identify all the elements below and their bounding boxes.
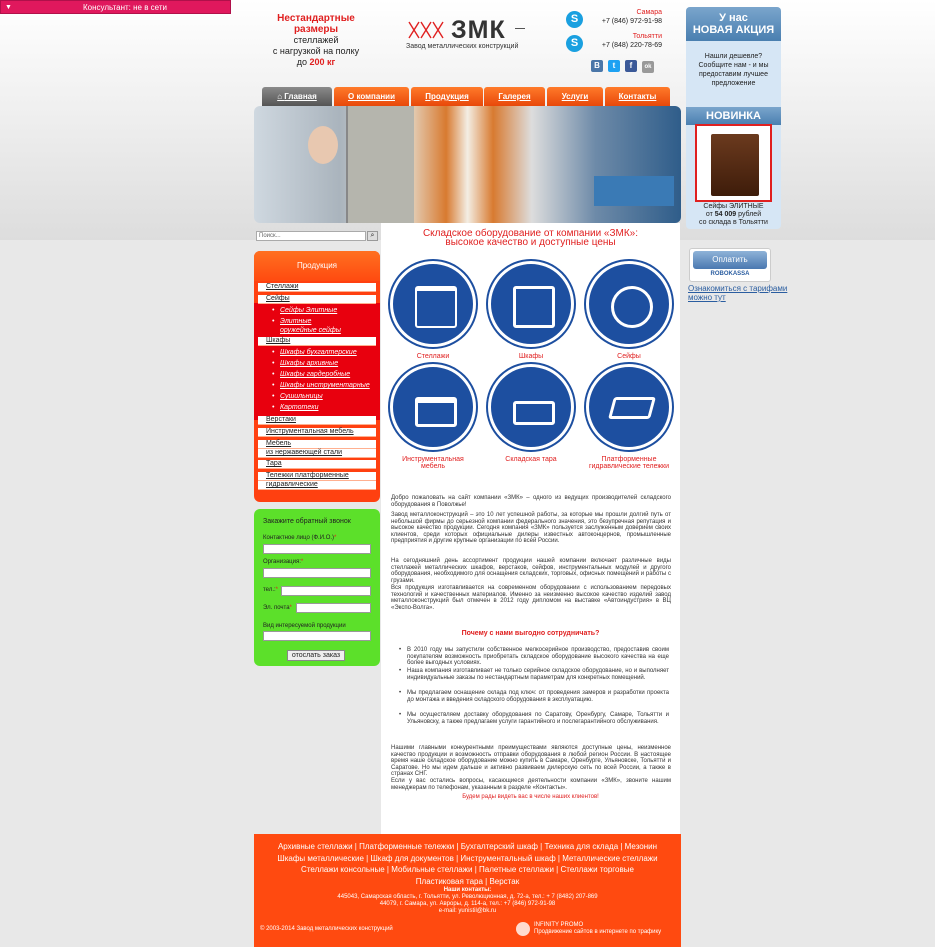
- category-racks[interactable]: [390, 261, 476, 360]
- tel-label: тел.:*: [263, 587, 278, 593]
- nav-home-label: Главная: [284, 92, 317, 101]
- banner-person: [308, 126, 338, 164]
- contact-tolyatti[interactable]: [566, 33, 666, 57]
- infinity-subtitle: Продвижение сайтов в интернете по трафику: [534, 929, 662, 935]
- menu-item[interactable]: Тара: [258, 460, 376, 469]
- category-safes-label: Сейфы: [617, 353, 641, 360]
- category-tool-furniture[interactable]: [390, 364, 476, 470]
- infinity-logo-icon: [516, 922, 530, 936]
- content-title-1: Складское оборудование от компании «ЗМК»:: [422, 228, 639, 239]
- bullet-3: • Мы предлагаем оснащение склада под ключ: от проведения замеров и разработки проекта до монтажа и введения складского оборудования в эксплуатацию.: [407, 690, 669, 703]
- category-safes[interactable]: [586, 261, 672, 360]
- footer-contacts: [274, 887, 661, 915]
- footer: [254, 834, 681, 947]
- city-samara: Самара: [636, 9, 662, 16]
- tel-field[interactable]: [281, 586, 371, 596]
- footer-links-3[interactable]: Стеллажи консольные | Мобильные стеллажи | Палетные стеллажи | Стеллажи торговые: [301, 865, 634, 874]
- copyright: © 2003-2014 Завод металлических конструкций: [260, 926, 393, 932]
- promo-load: 200 кг: [309, 57, 336, 67]
- menu-item[interactable]: • Шкафы инструментарные: [258, 382, 376, 390]
- new-text-3: со склада в Тольятти: [699, 219, 768, 226]
- footer-links: [264, 841, 671, 887]
- search-input[interactable]: Поиск...: [256, 231, 366, 241]
- menu-item[interactable]: Верстаки: [258, 416, 376, 425]
- promo-line3: с нагрузкой на полку: [272, 46, 360, 56]
- bullet-4: • Мы осуществляем доставку оборудования по Саратову, Оренбургу, Самаре, Тольятти и Ульяновску, а также предлагаем услуги гарантийного и послегарантийного обслуживания.: [407, 712, 669, 725]
- search-button[interactable]: [367, 231, 378, 241]
- social-links: [591, 60, 659, 74]
- menu-item[interactable]: из нержавеющей стали: [258, 449, 376, 458]
- category-trolleys[interactable]: [586, 364, 672, 470]
- promo-sidebar[interactable]: [686, 7, 781, 229]
- questions-paragraph: Если у вас остались вопросы, касающиеся деятельности компании «ЗМК», звоните нашим менеджерам по телефонам, указанным в разделе «Контакты».: [391, 778, 671, 791]
- footer-links-2[interactable]: Шкафы металлические | Шкаф для документов | Инструментальный шкаф | Металлические стеллажи: [277, 853, 658, 863]
- menu-item[interactable]: • Шкафы архивные: [258, 360, 376, 368]
- action-text-3: предоставим лучшее: [699, 71, 768, 78]
- org-field[interactable]: [263, 568, 371, 578]
- menu-item[interactable]: Инструментальная мебель: [258, 428, 376, 437]
- logo-name: ЗМК: [451, 16, 506, 44]
- menu-item[interactable]: • Сейфы Элитные: [258, 307, 376, 315]
- menu-item[interactable]: • Сушильницы: [258, 393, 376, 401]
- menu-item[interactable]: гидравлические: [258, 481, 376, 490]
- home-icon: ⌂: [277, 92, 285, 101]
- tariffs-link[interactable]: Ознакомиться с тарифами можно тут: [688, 284, 788, 302]
- category-trolleys-label: Платформенные гидравлические тележки: [588, 456, 670, 470]
- banner-workbench: [594, 176, 674, 206]
- nav-gallery[interactable]: Галерея: [484, 87, 545, 106]
- assortment-paragraph: На сегодняшний день ассортимент продукции нашей компании включает различные виды стеллажей металлических шкафов, верстаков, сейфов, инструментальных модулей и другого оборудования, необходимого для оснащения складских, торговых, офисных помещений и работы с грузами.: [391, 558, 671, 584]
- bullet-2: • Наша компания изготавливает не только серийное складское оборудование, но и выполняет индивидуальные заказы по нестандартным параметрам для конкретных помещений.: [407, 668, 669, 681]
- tel-label-text: тел.:: [263, 587, 276, 593]
- action-text-4: предложение: [711, 80, 756, 87]
- email-label-text: Эл. почта: [263, 605, 290, 611]
- menu-item[interactable]: Сейфы: [258, 295, 376, 304]
- email-field[interactable]: [296, 603, 371, 613]
- new-header: НОВИНКА: [686, 107, 781, 125]
- menu-item[interactable]: Шкафы: [258, 337, 376, 346]
- logo-dash: [515, 28, 525, 29]
- nav-about[interactable]: О компании: [334, 87, 409, 106]
- callback-form: [254, 509, 380, 666]
- skype-icon[interactable]: S: [566, 11, 583, 28]
- footer-address-2: 44079, г. Самара, ул. Авроры, д. 114-а, тел.: +7 (846) 972-91-98: [379, 901, 556, 907]
- consultant-bar[interactable]: [0, 0, 231, 14]
- phone-tolyatti: +7 (848) 220-78-69: [601, 42, 662, 49]
- callback-title: Закажите обратный звонок: [263, 518, 351, 525]
- facebook-icon[interactable]: f: [625, 60, 637, 72]
- email-label: Эл. почта*: [263, 605, 292, 611]
- content-title: [381, 229, 680, 247]
- category-tool-furniture-label: Инструментальная мебель: [402, 456, 464, 470]
- new-text: [686, 203, 781, 227]
- category-racks-label: Стеллажи: [416, 353, 450, 360]
- vk-icon[interactable]: B: [591, 60, 603, 72]
- container-icon: [488, 364, 574, 450]
- submit-order-button[interactable]: отослать заказ: [287, 650, 345, 661]
- skype-icon[interactable]: S: [566, 35, 583, 52]
- collapse-arrow-icon[interactable]: ▼: [5, 4, 12, 11]
- nav-services[interactable]: Услуги: [547, 87, 603, 106]
- consultant-status: Консультант: не в сети: [83, 3, 167, 12]
- workbench-icon: [390, 364, 476, 450]
- footer-address-1: 445043, Самарская область, г. Тольятти, ул. Революционная, д. 72-а, тел.: + 7 (8482) 207-869: [337, 894, 598, 900]
- new-price-suffix: рублей: [736, 211, 762, 218]
- main-content: [381, 223, 680, 834]
- action-text-2: Сообщите нам - и мы: [698, 62, 769, 69]
- infinity-title: INFINITY PROMO: [534, 922, 584, 928]
- bullet-1: • В 2010 году мы запустили собственное мелкосерийное производство, предоставив своим покупателям возможность приобретать складское оборудование высокого качества на еще более выгодных условиях.: [407, 647, 669, 667]
- menu-item[interactable]: • Шкафы бухгалтерские: [258, 349, 376, 357]
- logo-subtitle: Завод металлических конструкций: [406, 43, 519, 50]
- welcome-line: Будем рады видеть вас в числе наших клиентов!: [462, 794, 599, 800]
- quality-paragraph: Вся продукция изготавливается на современном оборудовании с использованием передовых технологий и качественных материалов. Именно за неизменно высокое качество изделий завод металлоконструкций был отмечен в 2012 году дипломом на выставке «Автоиндустрия» в ВЦ «Экспо-Волга».: [391, 585, 671, 611]
- new-price: 54 009: [714, 211, 737, 218]
- menu-item[interactable]: Тележки платформенные: [258, 472, 376, 481]
- pay-button[interactable]: Оплатить: [693, 251, 767, 269]
- menu-item[interactable]: • Элитные: [258, 318, 376, 326]
- category-containers[interactable]: [488, 364, 574, 463]
- footer-email[interactable]: e-mail: yunistil@bk.ru: [438, 908, 497, 914]
- promo-text: [256, 13, 376, 68]
- action-text: [690, 52, 777, 88]
- menu-item[interactable]: Мебель: [258, 440, 376, 449]
- org-label-text: Организация:: [263, 559, 301, 565]
- infinity-promo[interactable]: [516, 922, 681, 936]
- category-cabinets-label: Шкафы: [518, 353, 544, 360]
- contact-label: Контактное лицо (Ф.И.О.)*: [263, 535, 337, 541]
- promo-line2: стеллажей: [293, 35, 339, 45]
- advantages-paragraph: Нашими главными конкурентными преимуществами являются доступные цены, неизменное качество продукции и возможность отправки оборудования в любой регион России. В настоящее время наше складское оборудование можно купить в Самаре, Оренбурге, Ульяновске, Тольятти и Саратове. Но мы идем дальше и активно развиваем дилерскую сеть по всей России, а также в странах СНГ.: [391, 745, 671, 777]
- main-nav: [262, 87, 682, 106]
- footer-links-4[interactable]: Пластиковая тара | Верстак: [415, 876, 520, 886]
- contact-label-text: Контактное лицо (Ф.И.О.): [263, 535, 335, 541]
- twitter-icon[interactable]: t: [608, 60, 620, 72]
- menu-item[interactable]: • Картотеки: [258, 404, 376, 412]
- footer-links-1[interactable]: Архивные стеллажи | Платформенные тележки | Бухгалтерский шкаф | Техника для склада | Мезонин: [277, 842, 658, 851]
- menu-item[interactable]: Стеллажи: [258, 283, 376, 292]
- about-paragraph: Завод металлоконструкций – это 10 лет успешной работы, за которые мы прошли долгий путь от небольшой фирмы до серьезной компании федерального значения, это безупречная репутация и высокое качество продукции. Сегодня компания «ЗМК» пользуется заслуженным доверием своих клиентов, среди которых официальные дилеры известных автоконцернов, промышленные предприятия и другие крупные организации по всей России.: [391, 512, 671, 544]
- trolley-icon: [586, 364, 672, 450]
- nav-home[interactable]: [262, 87, 332, 106]
- banner-lockers: [346, 106, 414, 223]
- nav-products[interactable]: Продукция: [411, 87, 483, 106]
- odnoklassniki-icon[interactable]: ok: [642, 61, 654, 73]
- menu-item[interactable]: • Шкафы гардеробные: [258, 371, 376, 379]
- action-text-1: Нашли дешевле?: [704, 53, 763, 60]
- promo-line1: Нестандартные размеры: [277, 13, 355, 35]
- org-label: Организация:*: [263, 559, 304, 565]
- new-price-prefix: от: [705, 211, 715, 218]
- cabinet-icon: [488, 261, 574, 347]
- phone-samara: +7 (846) 972-91-98: [601, 18, 662, 25]
- footer-contacts-heading: Наши контакты:: [443, 887, 492, 893]
- category-cabinets[interactable]: [488, 261, 574, 360]
- safe-icon: [586, 261, 672, 347]
- city-tolyatti: Тольятти: [632, 33, 662, 40]
- contacts: [566, 9, 666, 57]
- category-containers-label: Складская тара: [505, 456, 557, 463]
- action-header-2: НОВАЯ АКЦИЯ: [692, 24, 775, 36]
- action-header: [686, 7, 781, 41]
- search-icon: ⌕: [370, 232, 375, 239]
- payment-widget[interactable]: [689, 248, 771, 282]
- content-title-2: высокое качество и доступные цены: [445, 237, 616, 248]
- new-text-1: Сейфы ЭЛИТНЫЕ: [703, 203, 764, 210]
- nav-contacts[interactable]: Контакты: [605, 87, 670, 106]
- product-label: Вид интересуемой продукции: [263, 623, 346, 629]
- racks-icon: [390, 261, 476, 347]
- menu-header: Продукция: [254, 251, 380, 281]
- hero-banner: [254, 106, 681, 223]
- safe-image[interactable]: [695, 124, 772, 202]
- logo[interactable]: [405, 16, 530, 56]
- product-field[interactable]: [263, 631, 371, 641]
- action-header-1: У нас: [719, 12, 748, 24]
- contact-field[interactable]: [263, 544, 371, 554]
- intro-paragraph: Добро пожаловать на сайт компании «ЗМК» – одного из ведущих производителей складского оборудования в Поволжье!: [391, 495, 671, 508]
- promo-line4a: до: [296, 57, 310, 67]
- contact-samara[interactable]: [566, 9, 666, 33]
- logo-mark-icon: [407, 20, 447, 40]
- why-heading: Почему с нами выгодно сотрудничать?: [461, 630, 600, 637]
- robokassa-logo: ROBOKASSA: [710, 271, 750, 277]
- menu-item[interactable]: оружейные сейфы: [280, 327, 341, 334]
